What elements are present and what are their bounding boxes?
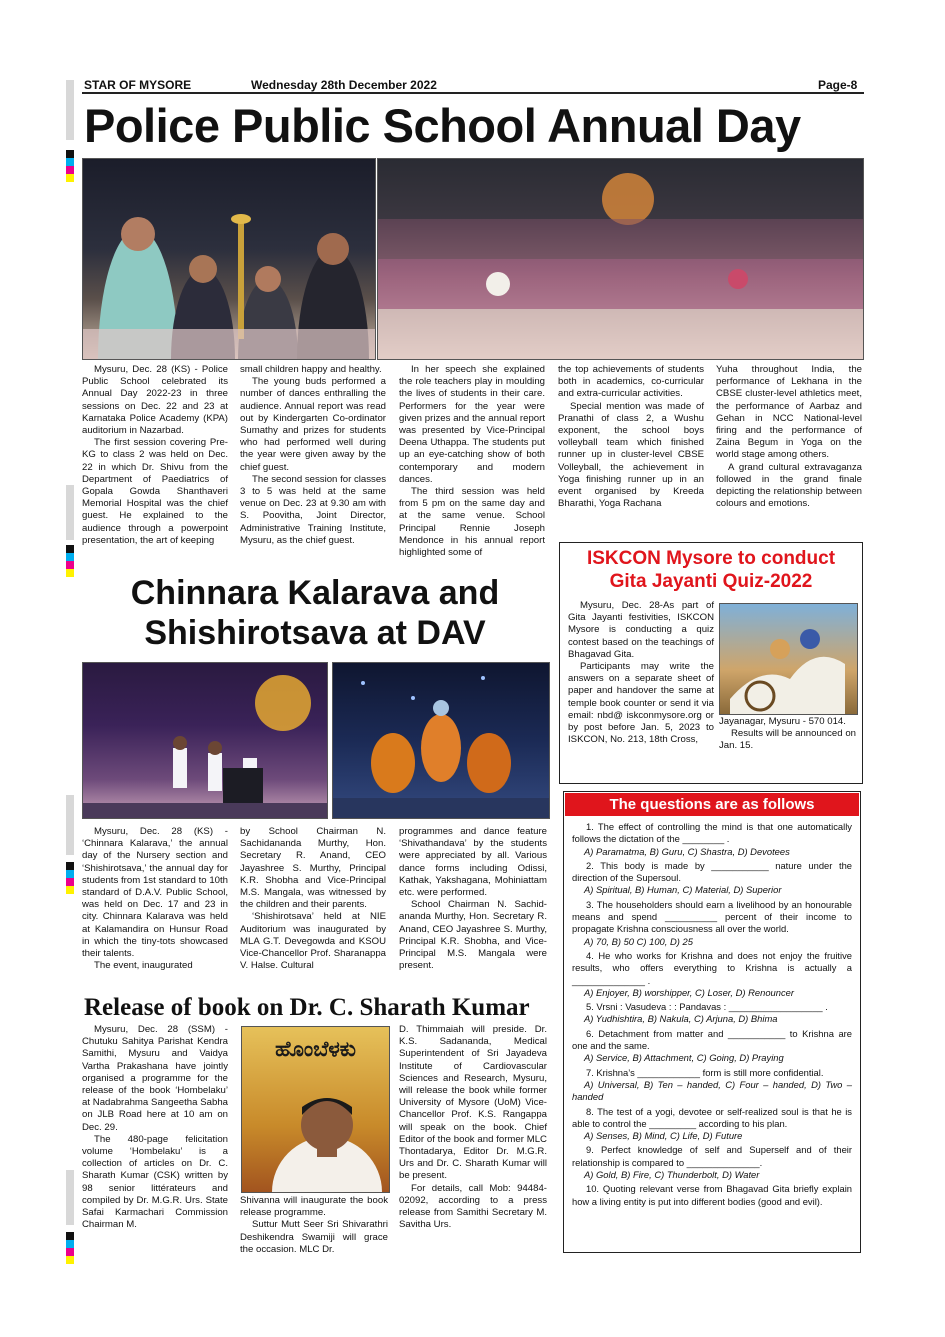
story3-col1 — [82, 1024, 228, 1231]
headline-line: Gita Jayanti Quiz-2022 — [609, 571, 813, 592]
book-cover — [241, 1026, 390, 1193]
registration-marks — [66, 862, 74, 894]
paragraph: by School Chairman N. Sachidananda Murthy, Hon. Secretary R. Anand, CEO Jayashree S. Murthy, Principal K.R. Shobha and Vice-Principal M.S. Mangala, was witnessed by the children and their parents. — [240, 826, 386, 911]
story2-col1 — [82, 826, 228, 972]
book-title: ಹೊಂಬೆಳಕು — [275, 1037, 356, 1061]
question-item: 9. Perfect knowledge of self and Superself and of their relationship is compared to ______________. A) Gold, B) Fire, C) Thunderbolt, D) Water — [572, 1144, 852, 1181]
story1-col5 — [716, 364, 862, 510]
paragraph: D. Thimmaiah will preside. Dr. K.S. Sadananda, Medical Superintendent of Sri Jayadeva Institute of Cardiovascular Sciences and Research, Mysuru, will release the book while former University of Mysore (UoM) Vice-Chancellor Prof. K.S. Rangappa will speak on the book. Chief Editor of the book and former MLC Thontadarya, Editor Dr. M.G.R. Urs and Dr. C. Sharath Kumar will be present. — [399, 1024, 547, 1182]
margin-bar — [66, 1170, 74, 1225]
story2-col2 — [240, 826, 386, 972]
margin-bar — [66, 485, 74, 540]
paragraph: The third session was held from 5 pm on the same day and at the same venue. School Principal Rennie Joseph Mendonce in his annual report highlighted some of — [399, 486, 545, 559]
photo-krishna-chariot — [719, 603, 858, 715]
questions-list — [564, 817, 860, 1208]
iskcon-body — [568, 600, 714, 746]
header-rule — [82, 92, 864, 94]
question-item: 1. The effect of controlling the mind is that one automatically follows the dictation of the ________ . A) Paramatma, B) Guru, C) Shastra, D) Devotees — [572, 821, 852, 857]
paragraph: Participants may write the answers on a separate sheet of paper and handover the same at temple book counter or send it via email: nbd@ iskconmysore.org or by post before Jan. 5, 2023 to ISKCON, No. 213, 18th Cross, — [568, 661, 714, 746]
paragraph: A grand cultural extravaganza followed in the grand finale depicting the relationship between colours and emotions. — [716, 461, 862, 510]
iskcon-box — [559, 542, 863, 784]
story1-headline: Police Public School Annual Day — [84, 99, 801, 152]
photo-lamp-lighting — [82, 158, 376, 360]
paragraph: ‘Shishirotsava’ held at NIE Auditorium was inaugurated by MLA G.T. Devegowda and KSOU Vice-Chancellor Prof. Sharanappa V. Halse. Cultural — [240, 911, 386, 972]
story1-col3 — [399, 364, 545, 559]
issue-date: Wednesday 28th December 2022 — [251, 78, 437, 92]
paragraph: Mysuru, Dec. 28-As part of Gita Jayanti festivities, ISKCON Mysore is conducting a quiz contest based on the teachings of Bhagavad Gita. — [568, 600, 714, 660]
question-item: 8. The test of a yogi, devotee or self-realized soul is that he is able to control the _________ according to his plan. A) Senses, B) Mind, C) Life, D) Future — [572, 1105, 852, 1142]
story1-col1 — [82, 364, 228, 547]
paragraph: The first session covering Pre- KG to class 2 was held on Dec. 22 in which Dr. Shivu from the Department of Paediatrics of Gopala Gowda Shanthaveri Memorial Hospital was the chief guest. He explained to the audience through a powerpoint presentation, the art of keeping — [82, 437, 228, 546]
paragraph: programmes and dance feature ‘Shivathandava’ by the students were appreciated by all. Various dance forms including Odissi, Kathak, Yakshagana, Mohiniattam etc. were performed. — [399, 826, 547, 899]
question-item: 5. Vrsni : Vasudeva : : Pandavas : __________________ . A) Yudhishtira, B) Nakula, C) Arjuna, D) Bhima — [584, 1001, 828, 1025]
photo-dance-performance — [332, 662, 550, 819]
paragraph: Results will be announced on Jan. 15. — [719, 728, 856, 752]
paragraph: small children happy and healthy. — [240, 364, 382, 375]
headline-line: Chinnara Kalarava and — [130, 574, 500, 612]
photo-students-group — [377, 158, 864, 360]
iskcon-body-tail — [719, 716, 856, 753]
paper-name: STAR OF MYSORE — [84, 78, 192, 92]
paragraph: The young buds performed a number of dances enthralling the audience. Annual report was read out by Kindergarten Co-ordinator Sumathy and prizes for students who had performed well during the year were given away by the chief guest. — [240, 376, 386, 473]
story1-col2 — [240, 364, 386, 547]
paragraph: Shivanna will inaugurate the book release programme. — [240, 1195, 388, 1219]
story3-col2 — [240, 1195, 388, 1256]
paragraph: The second session for classes 3 to 5 was held at the same venue on Dec. 23 at 9.30 am with S. Poovitha, Joint Director, Administrative Training Institute, Mysuru, as the chief guest. — [240, 473, 386, 546]
paragraph: the top achievements of students both in academics, co-curricular and extra-curricular activities. — [558, 364, 704, 400]
question-item: 4. He who works for Krishna and does not enjoy the fruitive results, who offers everything to Krishna is actually a ______________ . A) Enjoyer, B) worshipper, C) Loser, D) Renouncer — [572, 949, 852, 998]
paragraph: Suttur Mutt Seer Sri Shivarathri Deshikendra Swamiji will grace the occasion. MLC Dr. — [240, 1219, 388, 1255]
paragraph: School Chairman N. Sachid-ananda Murthy, Hon. Secretary R. Anand, CEO Jayashree S. Murthy, Principal K.R. Shobha, and Vice-Principal M.S. Mangala were present. — [399, 899, 547, 972]
question-item: 7. Krishna’s ____________ form is still more confidential. A) Universal, B) Ten – handed, C) Four – handed, D) Two – handed — [572, 1066, 852, 1103]
registration-marks — [66, 545, 74, 577]
story2-col3 — [399, 826, 547, 972]
paragraph: Mysuru, Dec. 28 (KS) - Police Public School celebrated its Annual Day 2022-23 in three sessions on Dec. 22 and 23 at Karnataka Police Academy (KPA) auditorium in Nazarbad. — [82, 364, 228, 437]
registration-marks — [66, 150, 74, 182]
paragraph: For details, call Mob: 94484-02092, according to a press release from Samithi Secretary M. Savitha Urs. — [399, 1182, 547, 1231]
paragraph: Yuha throughout India, the performance of Lekhana in the CBSE cluster-level athletics meet, the performance of Aarbaz and Gehan in NCC National-level firing and the performance of Zaina Begum in Yoga on the world stage among others. — [716, 364, 862, 461]
page-number: Page-8 — [818, 78, 858, 92]
registration-marks — [66, 1232, 74, 1264]
question-item: 10. Quoting relevant verse from Bhagavad Gita briefly explain how a living entity is put into different bodies (good and evil). — [572, 1183, 852, 1207]
paragraph: Mysuru, Dec. 28 (SSM) - Chutuku Sahitya Parishat Kendra Samithi, Mysuru and Vaidya Vartha Prakashana have jointly organised a programme for the release of the book ‘Hombelaku’ at Nadabrahma Sangeetha Sabha on JLB Road here at 10 am on Dec. 29. — [82, 1024, 228, 1133]
story3-headline: Release of book on Dr. C. Sharath Kumar — [84, 994, 530, 1021]
paragraph: In her speech she explained the role teachers play in moulding the lives of students in their care. Performers for the year were given prizes and the annual report was presented by Vice-Principal Deena Uthappa. The students put up an eye-catching show of both contemporary and modern dances. — [399, 364, 545, 485]
paragraph: Mysuru, Dec. 28 (KS) - ‘Chinnara Kalarava,’ the annual day of the Nursery section and ‘Shishirotsava,’ the annual day for students from 1st standard to 10th standard of D.A.V. Public School, was held on Dec. 17 and 23 in city. Chinnara Kalarava was held at Kalamandira on Hunsur Road in which the tiny-tots showcased their talents. — [82, 826, 228, 960]
paragraph: The event, inaugurated — [94, 960, 193, 972]
question-item: 2. This body is made by ___________ nature under the direction of the Supersoul. A) Spiritual, B) Human, C) Material, D) Superior — [572, 859, 852, 896]
headline-line: ISKCON Mysore to conduct — [586, 548, 836, 569]
questions-title: The questions are as follows — [565, 793, 859, 816]
story2-headline — [82, 573, 548, 653]
question-item: 6. Detachment from matter and ___________ to Krishna are one and the same. A) Service, B) Attachment, C) Going, D) Praying — [572, 1027, 852, 1064]
questions-box — [563, 791, 861, 1253]
iskcon-headline — [560, 547, 862, 593]
story1-col4 — [558, 364, 704, 510]
paragraph: Jayanagar, Mysuru - 570 014. — [719, 716, 846, 727]
story3-col3 — [399, 1024, 547, 1231]
margin-bar — [66, 795, 74, 855]
headline-line: Shishirotsava at DAV — [144, 614, 486, 652]
photo-nursery-kids — [82, 662, 328, 819]
margin-bar — [66, 80, 74, 140]
paragraph: Special mention was made of Pranathi of class 2, a Wushu exponent, the school boys volleyball team which finished runner up in cluster-level CBSE Volleyball, the achievement in Yoga finishing runner up in an event organised by Kreeda Bharathi, Yoga Rachana — [558, 400, 704, 510]
question-item: 3. The householders should earn a livelihood by an honourable means and spend __________ percent of their income to propagate Krishna consciousness all over the world. A) 70, B) 50 C) 100, D) 25 — [572, 898, 852, 947]
paragraph: The 480-page felicitation volume ‘Hombelaku’ is a collection of articles on Dr. C. Sharath Kumar (CSK) written by 98 senior littérateurs and compiled by Dr. M.G.R. Urs. State Safai Karmachari Commission Chairman M. — [82, 1133, 228, 1231]
